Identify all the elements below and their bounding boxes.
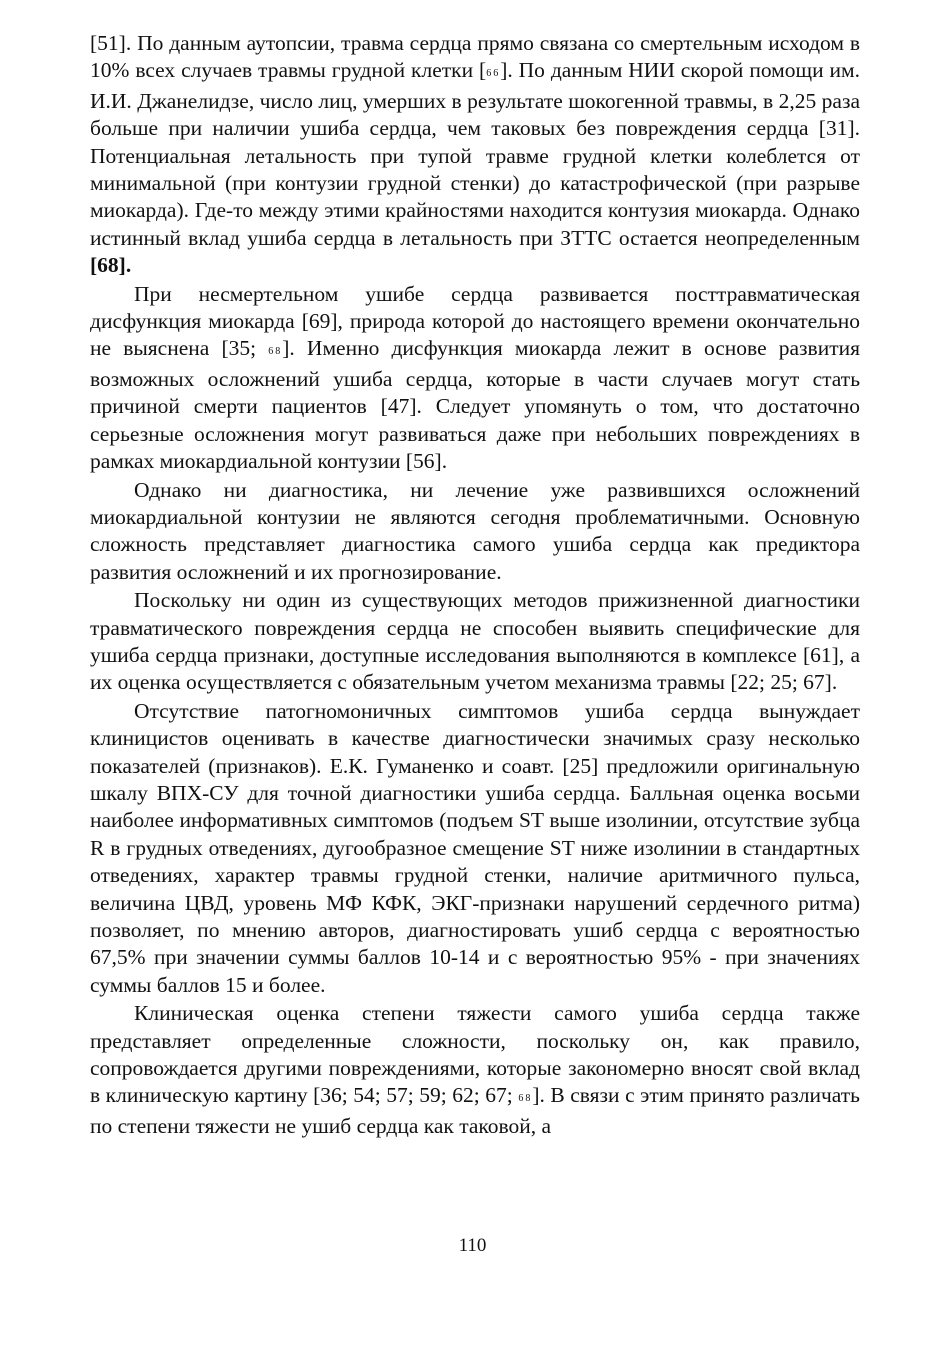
p2-text-a: При несмертельном ушибе сердца развивается посттравматическая дисфункция миокарда [69], природа которой до настоящего времени окончательно не выяснена [35; bbox=[90, 281, 860, 361]
p1-text-b: ]. По данным НИИ скорой помощи им. И.И. Джанелидзе, число лиц, умерших в результате шокогенной травмы, в 2,25 раза больше при наличии ушиба сердца, чем таковых без повреждения сердца [31]. Потенциальная летальность при тупой травме грудной клетки колеблется от минимальной (при контузии грудной стенки) до катастрофической (при разрыве миокарда). Где-то между этими крайностями находится контузия миокарда. Однако истинный вклад ушиба сердца в летальность при ЗТТС остается неопределенным bbox=[90, 58, 860, 250]
paragraph-1 bbox=[90, 30, 860, 280]
p1-reference-bold: [68]. bbox=[90, 253, 132, 278]
p1-reference-small: 66 bbox=[486, 68, 501, 80]
paragraph-5: Отсутствие патогномоничных симптомов ушиба сердца вынуждает клиницистов оценивать в качестве диагностически значимых сразу несколько показателей (признаков). Е.К. Гуманенко и соавт. [25] предложили оригинальную шкалу ВПХ-СУ для точной диагностики ушиба сердца. Балльная оценка восьми наиболее информативных симптомов (подъем ST выше изолинии, отсутствие зубца R в грудных отведениях, дугообразное смещение ST ниже изолинии в стандартных отведениях, характер травмы грудной стенки, наличие аритмичного пульса, величина ЦВД, уровень МФ КФК, ЭКГ-признаки нарушений сердечного ритма) позволяет, по мнению авторов, диагностировать ушиб сердца с вероятностью 67,5% при значении суммы баллов 10-14 и с вероятностью 95% - при значениях суммы баллов 15 и более. bbox=[90, 698, 860, 997]
p2-reference-small: 68 bbox=[268, 346, 283, 358]
p2-text-b: ]. Именно дисфункция миокарда лежит в основе развития возможных осложнений ушиба сердца, которые в части случаев могут стать причиной смерти пациентов [47]. Следует упомянуть о том, что достаточно серьезные осложнения могут развиваться даже при небольших повреждениях в рамках миокардиальной контузии [56]. bbox=[90, 336, 860, 474]
paragraph-4: Поскольку ни один из существующих методов прижизненной диагностики травматического повреждения сердца не способен выявить специфические для ушиба сердца признаки, доступные исследования выполняются в комплексе [61], а их оценка осуществляется с обязательным учетом механизма травмы [22; 25; 67]. bbox=[90, 588, 860, 695]
page-number: 110 bbox=[458, 1235, 487, 1256]
document-body bbox=[90, 30, 860, 1141]
p6-reference-small: 68 bbox=[518, 1093, 533, 1105]
p1-text-a: [51]. По данным аутопсии, травма сердца прямо связана со смертельным исходом в 10% всех случаев травмы грудной клетки [ bbox=[90, 31, 860, 83]
paragraph-3: Однако ни диагностика, ни лечение уже развившихся осложнений миокардиальной контузии не являются сегодня проблематичными. Основную сложность представляет диагностика самого ушиба сердца как предиктора развития осложнений и их прогнозирование. bbox=[90, 477, 860, 584]
paragraph-6 bbox=[90, 1000, 860, 1140]
paragraph-2 bbox=[90, 281, 860, 476]
p6-text-b: ]. В связи с этим принято различать по степени тяжести не ушиб сердца как таковой, а bbox=[90, 1083, 860, 1138]
p6-text-a: Клиническая оценка степени тяжести самого ушиба сердца также представляет определенные сложности, поскольку он, как правило, сопровождается другими повреждениями, которые закономерно вносят свой вклад в клиническую картину [36; 54; 57; 59; 62; 67; bbox=[90, 1001, 860, 1108]
